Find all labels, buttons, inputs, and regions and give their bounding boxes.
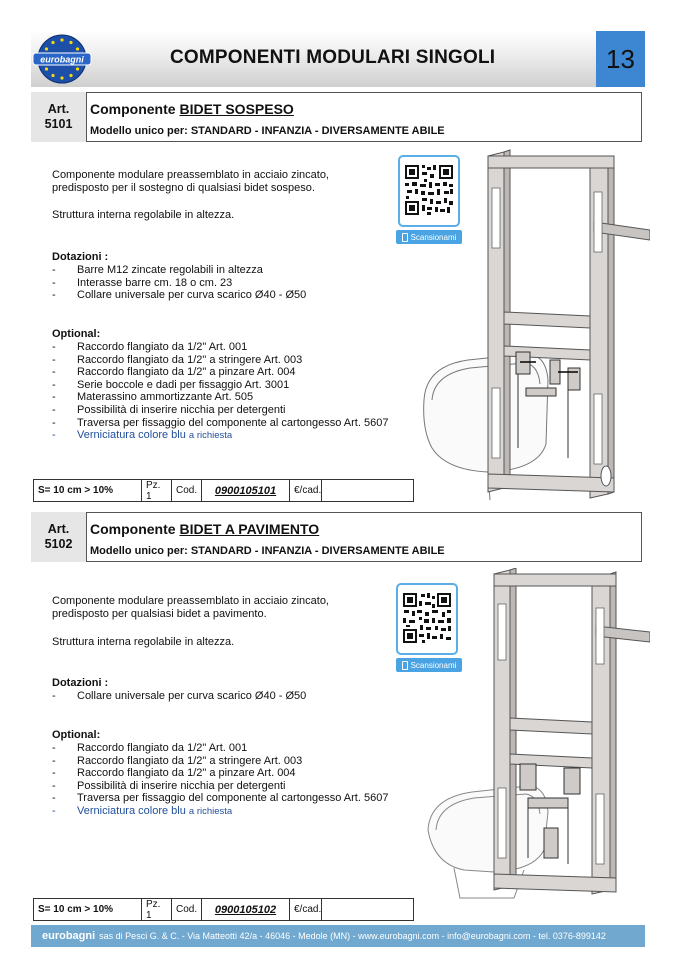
scan-label: Scansionami [410,232,457,242]
list-item: - Interasse barre cm. 18 o cm. 23 [52,277,306,290]
phone-icon [402,661,408,670]
dotazioni-list [52,264,306,302]
art-label: Art. [47,522,70,536]
list-item: - Raccordo flangiato da 1/2" a pinzare Art. 004 [52,366,388,379]
list-item: - Raccordo flangiato da 1/2" a stringere Art. 003 [52,755,388,768]
art-number: 5101 [44,117,73,131]
list-item: - Serie boccole e dadi per fissaggio Art. 3001 [52,379,388,392]
article-code-box [31,92,87,142]
article-title [90,101,294,117]
article-subtitle: Modello unico per: STANDARD - INFANZIA - DIVERSAMENTE ABILE [90,545,445,557]
discount-cell: S= 10 cm > 10% [34,480,142,501]
code-label-cell: Cod. [172,899,202,920]
quantity-cell: Pz. 1 [142,899,172,920]
structure-note: Struttura interna regolabile in altezza. [52,209,235,221]
list-item: - Possibilità di inserire nicchia per detergenti [52,780,388,793]
bidet-pavimento-frame-illustration [424,568,650,900]
price-row-5101 [33,479,414,502]
list-item: - Traversa per fissaggio del componente al cartongesso Art. 5607 [52,792,388,805]
product-code: 0900105102 [202,899,290,920]
title-prefix: Componente [90,521,180,537]
list-item-color-option [52,429,388,443]
price-row-5102 [33,898,414,921]
article-title [90,521,319,537]
description-line: Componente modulare preassemblato in acciaio zincato, [52,595,329,607]
art-number: 5102 [44,537,73,551]
color-option-note: a richiesta [188,805,233,817]
dotazioni-list [52,690,306,703]
list-item: - Traversa per fissaggio del componente al cartongesso Art. 5607 [52,417,388,430]
dotazioni-title: Dotazioni : [52,677,109,689]
structure-note: Struttura interna regolabile in altezza. [52,636,235,648]
scan-label: Scansionami [410,660,457,670]
description-line: predisposto per il sostegno di qualsiasi bidet sospeso. [52,182,315,194]
list-item: - Possibilità di inserire nicchia per detergenti [52,404,388,417]
empty-cell [322,899,413,920]
list-item: - Barre M12 zincate regolabili in altezza [52,264,306,277]
optional-title: Optional: [52,729,101,741]
page-footer [31,925,645,947]
description-line: Componente modulare preassemblato in acciaio zincato, [52,169,329,181]
list-item: - Materassino ammortizzante Art. 505 [52,391,388,404]
page-title: COMPONENTI MODULARI SINGOLI [170,47,496,68]
code-label-cell: Cod. [172,480,202,501]
optional-title: Optional: [52,328,101,340]
logo-text: eurobagni [40,54,84,65]
article-description [52,595,329,621]
title-name: BIDET A PAVIMENTO [179,521,320,537]
unit-cell: €/cad. [290,480,322,501]
color-option: Verniciatura colore blu [77,804,186,817]
eurobagni-logo [31,33,93,85]
list-item: - Raccordo flangiato da 1/2" a pinzare Art. 004 [52,767,388,780]
quantity-cell: Pz. 1 [142,480,172,501]
list-item: - Raccordo flangiato da 1/2" Art. 001 [52,742,388,755]
page-number: 13 [596,31,645,87]
unit-cell: €/cad. [290,899,322,920]
list-item: - Raccordo flangiato da 1/2" a stringere Art. 003 [52,354,388,367]
description-line: predisposto per qualsiasi bidet a pavimento. [52,608,267,620]
title-name: BIDET SOSPESO [179,101,294,117]
bidet-sospeso-frame-illustration [418,148,650,505]
article-description [52,169,329,195]
discount-cell: S= 10 cm > 10% [34,899,142,920]
list-item-color-option [52,805,388,819]
footer-contact: sas di Pesci G. & C. - Via Matteotti 42/a - 46046 - Medole (MN) - www.eurobagni.com - info@eurobagni.com - tel. 0376-899142 [99,931,606,941]
color-option-note: a richiesta [188,430,233,442]
title-prefix: Componente [90,101,180,117]
empty-cell [322,480,413,501]
optional-list [52,341,388,443]
list-item: - Raccordo flangiato da 1/2" Art. 001 [52,341,388,354]
list-item: - Collare universale per curva scarico Ø40 - Ø50 [52,289,306,302]
article-code-box [31,512,87,562]
list-item: - Collare universale per curva scarico Ø40 - Ø50 [52,690,306,703]
dotazioni-title: Dotazioni : [52,251,109,263]
product-code: 0900105101 [202,480,290,501]
article-subtitle: Modello unico per: STANDARD - INFANZIA - DIVERSAMENTE ABILE [90,125,445,137]
footer-brand: eurobagni [42,930,96,942]
art-label: Art. [47,102,70,116]
phone-icon [402,233,408,242]
color-option: Verniciatura colore blu [77,429,186,442]
optional-list [52,742,388,819]
